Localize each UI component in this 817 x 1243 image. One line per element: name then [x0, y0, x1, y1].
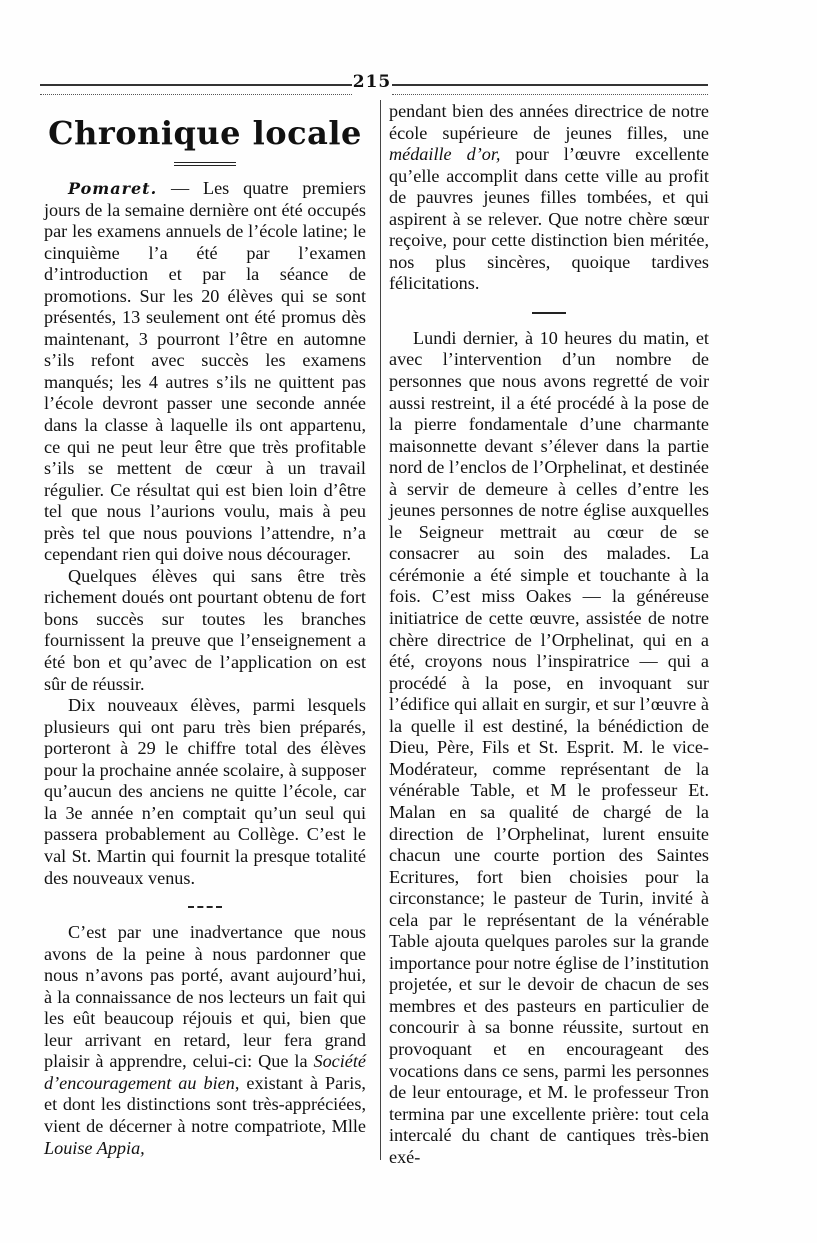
- paragraph-nouveaux: Dix nouveaux élèves, parmi lesquels plusieurs qui ont paru très bien préparés, porteront à 29 le chiffre total des élèves pour la prochaine année scolaire, à supposer qu’aucun des anciens ne quitte l’école, car la 3e année n’en comptait qu’un seul qui passera probablement au Collège. C’est le val St. Martin qui fournit la presque totalité des nouveaux venus.: [44, 695, 366, 888]
- title-rule: [174, 162, 236, 166]
- paragraph-text: C’est par une inadvertance que nous avons de la peine à nous pardonner que nous n’avons pas porté, avant aujourd’hui, à la connaissance de nos lecteurs un fait qui les eût beaucoup réjouis et qui, bien que leur arrivant en retard, leur fera grand plaisir à apprendre, celui-ci: Que la: [44, 922, 366, 1072]
- society-name: Société d’encouragement au bien: [44, 1051, 366, 1093]
- page-number: 215: [352, 72, 392, 92]
- section-title: Chronique locale: [48, 114, 362, 152]
- paragraph-text: — Les quatre premiers jours de la semaine dernière ont été occupés par les examens annuels de l’école latine; le cinquième l’a été par l’examen d’introduction et par la séance de promotions. Sur les 20 élèves qui se sont présentés, 13 seulement ont été promus dès maintenant, 3 pourront l’être en automne s’ils refont avec succès les examens manqués; les 4 autres s’ils ne quittent pas l’école devront passer une seconde année dans la classe à laquelle ils ont appartenu, ce qui ne peut leur être que très profitable s’ils se mettent de cœur à un travail régulier. Ce résultat qui est bien loin d’être tel que nous l’aurions voulu, mais à peu près tel que nous pouvions l’attendre, n’a cependant rien qui doive nous décourager.: [44, 178, 366, 565]
- right-column: [389, 101, 709, 1168]
- place-name: Pomaret.: [68, 179, 158, 198]
- separator: [389, 301, 709, 322]
- left-column: [44, 100, 366, 1159]
- paragraph-ceremonie: Lundi dernier, à 10 heures du matin, et avec l’intervention d’un nombre de personnes que nous avons regretté de voir aussi restreint, il a été procédé à la pose de la pierre fondamentale d’une charmante maisonnette devant s’élever dans la partie nord de l’enclos de l’Orphelinat, et destinée à servir de demeure à celles d’entre les jeunes personnes de notre église auxquelles le Seigneur mettrait au cœur de se consacrer au soin des malades. La cérémonie a été simple et touchante à la fois. C’est miss Oakes — la généreuse initiatrice de cette œuvre, assistée de notre chère directrice de l’Orphelinat, qui en a été, croyons nous l’inspiratrice — qui a procédé à la pose, en invoquant sur l’édifice qui allait en surgir, et sur l’œuvre à la quelle il est destiné, la bénédiction de Dieu, Père, Fils et St. Esprit. M. le vice-Modérateur, comme représentant de la vénérable Table, et M le professeur Et. Malan en sa qualité de chargé de la direction de l’Orphelinat, lurent ensuite chacun une courte portion des Saintes Ecritures, fort bien choisies pour la circonstance; le pasteur de Turin, invité à cela par le représentant de la vénérable Table ajouta quelques paroles sur la grande importance pour notre église de l’institution projetée, et sur le devoir de chacun de ses membres et des pasteurs en particulier de concourir à sa bonne réussite, surtout en provoquant et en encourageant des vocations dans ce sens, parmi les personnes de leur entourage, et M. le professeur Tron termina par une excellente prière: tout cela intercalé du chant de cantiques très-bien exé-: [389, 327, 709, 1167]
- separator: [44, 895, 366, 916]
- medal-phrase: médaille d’or,: [389, 144, 501, 165]
- paragraph-eleves: Quelques élèves qui sans être très richement doués ont pourtant obtenu de fort bons succès sur toutes les branches fournissent la preuve que l’enseignement a été bon et qu’avec de l’application on est sûr de réussir.: [44, 565, 366, 694]
- header-rule-right: [392, 84, 708, 95]
- paragraph-text: pendant bien des années directrice de notre école supérieure de jeunes filles, une: [389, 101, 709, 143]
- paragraph-text: pour l’œuvre excellente qu’elle accomplit dans cette ville au profit de pauvres jeunes filles tombées, et qui aspirent à se relever. Que notre chère sœur reçoive, pour cette distinction bien méritée, nos plus sincères, quoique tardives félicitations.: [389, 144, 710, 294]
- paragraph-inadvertance: [44, 922, 366, 1159]
- paragraph-text: , existant à Paris, et dont les distinctions sont très-appréciées, vient de décerner à notre compatriote, Mlle: [44, 1072, 366, 1136]
- paragraph-pomaret: [44, 178, 366, 566]
- column-divider: [380, 100, 381, 1160]
- paragraph-continuation: [389, 101, 709, 295]
- header-rule-left: [40, 84, 352, 95]
- person-name: Louise Appia,: [44, 1137, 145, 1158]
